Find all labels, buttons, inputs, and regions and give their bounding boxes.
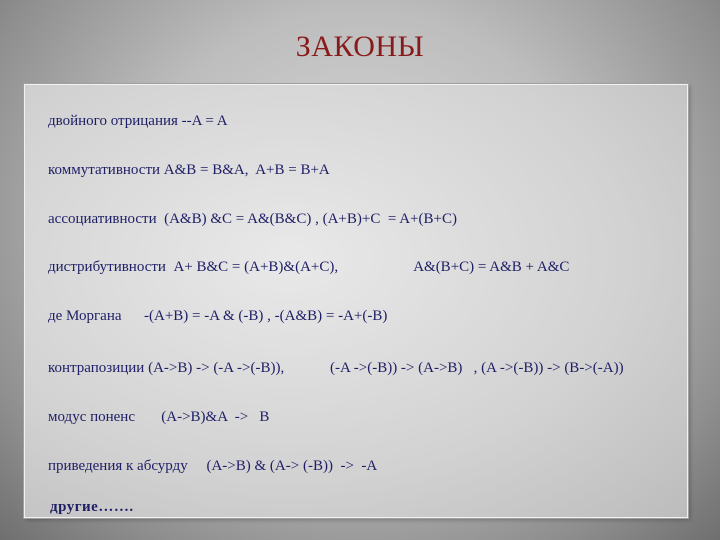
law-distributivity (33, 245, 338, 290)
law-formula-second: (-A ->(-B)) -> (A->B) , (A ->(-B)) -> (B->(-A)) (330, 360, 624, 376)
law-label: де Моргана (48, 308, 122, 324)
law-label: контрапозиции (48, 360, 145, 376)
law-formula: --A = A (177, 113, 228, 129)
law-formula: (A&B) &C = A&(B&C) , (A+B)+C = A+(B+C) (156, 211, 457, 227)
law-label: дистрибутивности (48, 259, 166, 275)
law-label: модус поненс (48, 409, 135, 425)
law-formula: (A->B) -> (-A ->(-B)), (144, 360, 285, 376)
law-formula: (A->B) & (A-> (-B)) -> -A (187, 458, 378, 474)
law-formula: (A->B)&A -> B (135, 409, 270, 425)
laws-panel (24, 84, 688, 518)
law-others (33, 485, 134, 530)
law-distributivity-second (399, 245, 569, 290)
law-label: коммутативности (48, 162, 161, 178)
law-modus-ponens (33, 395, 269, 440)
law-contraposition-second (315, 346, 624, 391)
law-formula: -(A+B) = -A & (-B) , -(A&B) = -A+(-B) (121, 308, 388, 324)
law-reductio (33, 444, 377, 489)
law-label: двойного отрицания (48, 113, 178, 129)
law-associativity (33, 197, 457, 242)
law-commutativity (33, 148, 330, 193)
law-contraposition (33, 346, 284, 391)
law-de-morgan (33, 294, 387, 339)
law-formula: A&B = B&A, A+B = B+A (160, 162, 330, 178)
law-formula-second: A&(B+C) = A&B + A&C (413, 259, 570, 275)
law-label: приведения к абсурду (48, 458, 188, 474)
slide-title: ЗАКОНЫ (295, 30, 425, 63)
law-double-negation (33, 99, 228, 144)
law-label: ассоциативности (48, 211, 157, 227)
law-formula: A+ B&C = (A+B)&(A+C), (165, 259, 339, 275)
law-label: другие……. (50, 499, 134, 515)
